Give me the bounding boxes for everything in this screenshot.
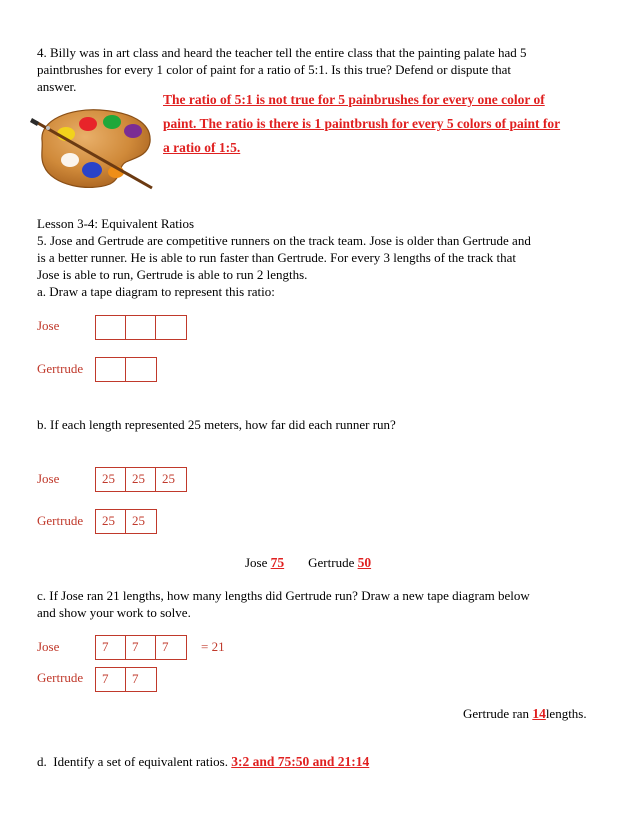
tape-cell: 25 (132, 513, 145, 528)
tape-cell: 7 (162, 639, 169, 654)
tape-cell (126, 316, 156, 339)
tape-cell: 7 (132, 671, 139, 686)
diagram-b-jose-tape (95, 467, 187, 492)
q5-part-d-answer: 3:2 and 75:50 and 21:14 (231, 754, 370, 769)
q5-part-b: b. If each length represented 25 meters, how far did each runner run? (37, 417, 396, 432)
tape-cell: 7 (96, 636, 126, 659)
diagram-c-total: = 21 (201, 639, 225, 654)
result-b-gertrude-label: Gertrude (308, 555, 358, 570)
q5-line-3: Jose is able to run, Gertrude is able to run 2 lengths. (37, 267, 308, 282)
q5-part-c-line-2: and show your work to solve. (37, 605, 191, 620)
q4-answer-line-2: paint. The ratio is there is 1 paintbrush for every 5 colors of paint for (163, 116, 561, 131)
tape-cell: 25 (162, 471, 175, 486)
tape-cell: 25 (126, 468, 156, 491)
result-b-gertrude-value: 50 (357, 555, 372, 570)
tape-cell: 7 (96, 668, 126, 691)
q4-line-3: answer. (37, 79, 77, 94)
q4-answer (163, 88, 560, 160)
q5-part-c (37, 587, 530, 621)
diagram-a-jose-label: Jose (37, 318, 60, 333)
q4-line-2: paintbrushes for every 1 color of paint for a ratio of 5:1. Is this true? Defend or dispute that (37, 62, 511, 77)
q4-answer-line-3: a ratio of 1:5. (163, 140, 241, 155)
q5-part-d (37, 753, 369, 770)
q4-line-1: 4. Billy was in art class and heard the teacher tell the entire class that the painting palate had 5 (37, 45, 527, 60)
diagram-c-gertrude-label: Gertrude (37, 670, 84, 685)
lesson-title: Lesson 3-4: Equivalent Ratios (37, 216, 195, 231)
diagram-c-jose-label: Jose (37, 639, 60, 654)
diagram-b-gertrude-tape (95, 509, 157, 534)
q5-line-2: is a better runner. He is able to run faster than Gertrude. For every 3 lengths of the track that (37, 250, 517, 265)
diagram-b-jose-label: Jose (37, 471, 60, 486)
result-b (245, 554, 371, 571)
tape-cell (126, 358, 156, 381)
q5-part-a: a. Draw a tape diagram to represent this ratio: (37, 284, 275, 299)
tape-cell: 25 (96, 468, 126, 491)
diagram-a-gertrude-label: Gertrude (37, 361, 84, 376)
q4-answer-line-1: The ratio of 5:1 is not true for 5 painbrushes for every one color of (163, 92, 545, 107)
tape-cell: 25 (96, 510, 126, 533)
diagram-c-gertrude-tape (95, 667, 157, 692)
tape-cell (96, 358, 126, 381)
result-c-prefix: Gertrude ran (463, 706, 533, 721)
diagram-c-jose-tape (95, 635, 187, 660)
diagram-b-gertrude-label: Gertrude (37, 513, 84, 528)
diagram-a-gertrude-tape (95, 357, 157, 382)
result-b-jose-value: 75 (270, 555, 285, 570)
result-c-suffix: lengths. (545, 706, 587, 721)
q5-part-d-text: d. Identify a set of equivalent ratios. (37, 754, 232, 769)
result-b-jose-label: Jose (245, 555, 271, 570)
tape-cell (156, 316, 186, 339)
result-c (463, 705, 587, 722)
result-c-value: 14 (532, 706, 546, 721)
tape-cell (96, 316, 126, 339)
tape-cell: 7 (126, 636, 156, 659)
diagram-a-jose-tape (95, 315, 187, 340)
q5-part-c-line-1: c. If Jose ran 21 lengths, how many lengths did Gertrude run? Draw a new tape diagram below (37, 588, 530, 603)
question-5-text (37, 215, 531, 300)
paint-palette-icon (30, 100, 160, 195)
q5-line-1: 5. Jose and Gertrude are competitive runners on the track team. Jose is older than Gertrude and (37, 233, 531, 248)
